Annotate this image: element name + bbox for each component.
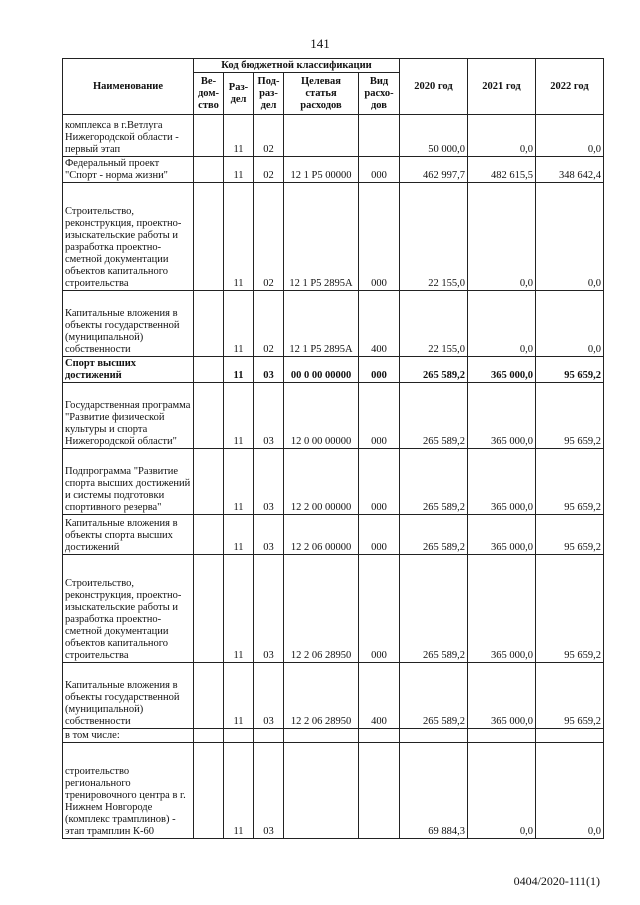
cell-y2020: 462 997,7 [400, 157, 468, 183]
cell-cs: 12 1 Р5 2895А [284, 291, 359, 357]
cell-y2022: 95 659,2 [536, 555, 604, 663]
cell-podr: 03 [254, 383, 284, 449]
cell-y2022: 0,0 [536, 743, 604, 839]
cell-vr: 000 [359, 449, 400, 515]
header-expense-type: Вид расхо-дов [359, 73, 400, 115]
cell-vr: 000 [359, 357, 400, 383]
cell-podr: 02 [254, 115, 284, 157]
table-row [63, 183, 604, 291]
table-row [63, 729, 604, 743]
budget-table [62, 58, 604, 839]
header-podrazdel: Под-раз-дел [254, 73, 284, 115]
header-2022: 2022 год [536, 59, 604, 115]
cell-podr: 03 [254, 515, 284, 555]
cell-y2021: 0,0 [468, 115, 536, 157]
cell-ved [194, 115, 224, 157]
cell-podr: 03 [254, 743, 284, 839]
cell-y2022: 95 659,2 [536, 515, 604, 555]
cell-cs: 12 2 06 00000 [284, 515, 359, 555]
cell-vr: 000 [359, 157, 400, 183]
cell-razd: 11 [224, 663, 254, 729]
cell-y2022: 95 659,2 [536, 357, 604, 383]
cell-y2022: 0,0 [536, 183, 604, 291]
cell-vr [359, 743, 400, 839]
cell-razd: 11 [224, 291, 254, 357]
table-row [63, 115, 604, 157]
document-code: 0404/2020-111(1) [513, 874, 600, 888]
cell-y2020: 265 589,2 [400, 663, 468, 729]
cell-ved [194, 729, 224, 743]
table-row [63, 357, 604, 383]
table-row [63, 515, 604, 555]
table-row [63, 663, 604, 729]
cell-razd: 11 [224, 357, 254, 383]
header-name: Наименование [63, 59, 194, 115]
cell-razd [224, 729, 254, 743]
cell-y2020: 50 000,0 [400, 115, 468, 157]
cell-vr: 000 [359, 515, 400, 555]
cell-name: Капитальные вложения в объекты спорта высших достижений [63, 515, 194, 555]
cell-cs: 12 2 06 28950 [284, 555, 359, 663]
cell-y2020: 69 884,3 [400, 743, 468, 839]
table-row [63, 555, 604, 663]
cell-razd: 11 [224, 383, 254, 449]
cell-y2021: 0,0 [468, 183, 536, 291]
cell-vr: 400 [359, 291, 400, 357]
cell-razd: 11 [224, 183, 254, 291]
table-row [63, 291, 604, 357]
cell-name: комплекса в г.Ветлуга Нижегородской области - первый этап [63, 115, 194, 157]
cell-vr: 000 [359, 183, 400, 291]
table-row [63, 743, 604, 839]
page-number: 141 [310, 36, 330, 51]
cell-y2021: 365 000,0 [468, 663, 536, 729]
cell-y2022: 0,0 [536, 291, 604, 357]
cell-y2022: 0,0 [536, 115, 604, 157]
cell-podr: 03 [254, 357, 284, 383]
cell-podr: 02 [254, 183, 284, 291]
cell-cs: 12 1 Р5 2895А [284, 183, 359, 291]
cell-y2021 [468, 729, 536, 743]
cell-y2020: 265 589,2 [400, 383, 468, 449]
cell-y2022: 95 659,2 [536, 383, 604, 449]
cell-y2021: 365 000,0 [468, 357, 536, 383]
cell-name: Строительство, реконструкция, проектно-изыскательские работы и разработка проектно-сметной документации объектов капитального строительства [63, 183, 194, 291]
cell-ved [194, 157, 224, 183]
cell-razd: 11 [224, 157, 254, 183]
cell-y2020: 265 589,2 [400, 515, 468, 555]
cell-podr: 03 [254, 663, 284, 729]
cell-name: Капитальные вложения в объекты государственной (муниципальной) собственности [63, 663, 194, 729]
cell-name: Спорт высших достижений [63, 357, 194, 383]
table-row [63, 449, 604, 515]
cell-ved [194, 357, 224, 383]
cell-vr [359, 729, 400, 743]
cell-name: в том числе: [63, 729, 194, 743]
cell-y2020: 265 589,2 [400, 357, 468, 383]
cell-y2021: 365 000,0 [468, 515, 536, 555]
cell-ved [194, 663, 224, 729]
cell-y2020: 22 155,0 [400, 291, 468, 357]
cell-name: Капитальные вложения в объекты государственной (муниципальной) собственности [63, 291, 194, 357]
header-2020: 2020 год [400, 59, 468, 115]
table-row [63, 383, 604, 449]
header-classification-group: Код бюджетной классификации [194, 59, 400, 73]
cell-ved [194, 183, 224, 291]
cell-y2021: 0,0 [468, 743, 536, 839]
cell-y2020: 265 589,2 [400, 449, 468, 515]
cell-razd: 11 [224, 515, 254, 555]
cell-podr: 02 [254, 291, 284, 357]
cell-name: Государственная программа "Развитие физической культуры и спорта Нижегородской области" [63, 383, 194, 449]
cell-cs: 12 0 00 00000 [284, 383, 359, 449]
cell-y2020: 265 589,2 [400, 555, 468, 663]
cell-ved [194, 449, 224, 515]
cell-cs: 12 2 00 00000 [284, 449, 359, 515]
cell-vr: 000 [359, 555, 400, 663]
cell-cs [284, 743, 359, 839]
cell-podr: 03 [254, 449, 284, 515]
header-2021: 2021 год [468, 59, 536, 115]
cell-ved [194, 555, 224, 663]
cell-podr [254, 729, 284, 743]
cell-cs [284, 729, 359, 743]
cell-ved [194, 743, 224, 839]
cell-cs: 12 1 Р5 00000 [284, 157, 359, 183]
cell-razd: 11 [224, 449, 254, 515]
cell-vr: 000 [359, 383, 400, 449]
cell-y2021: 0,0 [468, 291, 536, 357]
cell-razd: 11 [224, 555, 254, 663]
table-row [63, 157, 604, 183]
cell-y2022: 95 659,2 [536, 663, 604, 729]
cell-y2021: 365 000,0 [468, 555, 536, 663]
cell-y2021: 482 615,5 [468, 157, 536, 183]
header-target-article: Целевая статья расходов [284, 73, 359, 115]
cell-vr: 400 [359, 663, 400, 729]
cell-ved [194, 383, 224, 449]
cell-cs: 12 2 06 28950 [284, 663, 359, 729]
cell-name: строительство регионального тренировочного центра в г. Нижнем Новгороде (комплекс трамплинов) - этап трамплин К-60 [63, 743, 194, 839]
cell-name: Строительство, реконструкция, проектно-изыскательские работы и разработка проектно-сметной документации объектов капитального строительства [63, 555, 194, 663]
header-vedomstvo: Ве-дом-ство [194, 73, 224, 115]
cell-name: Федеральный проект "Спорт - норма жизни" [63, 157, 194, 183]
cell-y2022: 348 642,4 [536, 157, 604, 183]
cell-ved [194, 515, 224, 555]
cell-razd: 11 [224, 743, 254, 839]
cell-y2020 [400, 729, 468, 743]
cell-ved [194, 291, 224, 357]
header-razdel: Раз-дел [224, 73, 254, 115]
cell-razd: 11 [224, 115, 254, 157]
cell-y2022: 95 659,2 [536, 449, 604, 515]
cell-y2021: 365 000,0 [468, 383, 536, 449]
cell-cs: 00 0 00 00000 [284, 357, 359, 383]
cell-y2021: 365 000,0 [468, 449, 536, 515]
cell-name: Подпрограмма "Развитие спорта высших достижений и системы подготовки спортивного резерва" [63, 449, 194, 515]
cell-podr: 03 [254, 555, 284, 663]
cell-y2022 [536, 729, 604, 743]
cell-cs [284, 115, 359, 157]
cell-podr: 02 [254, 157, 284, 183]
cell-vr [359, 115, 400, 157]
cell-y2020: 22 155,0 [400, 183, 468, 291]
